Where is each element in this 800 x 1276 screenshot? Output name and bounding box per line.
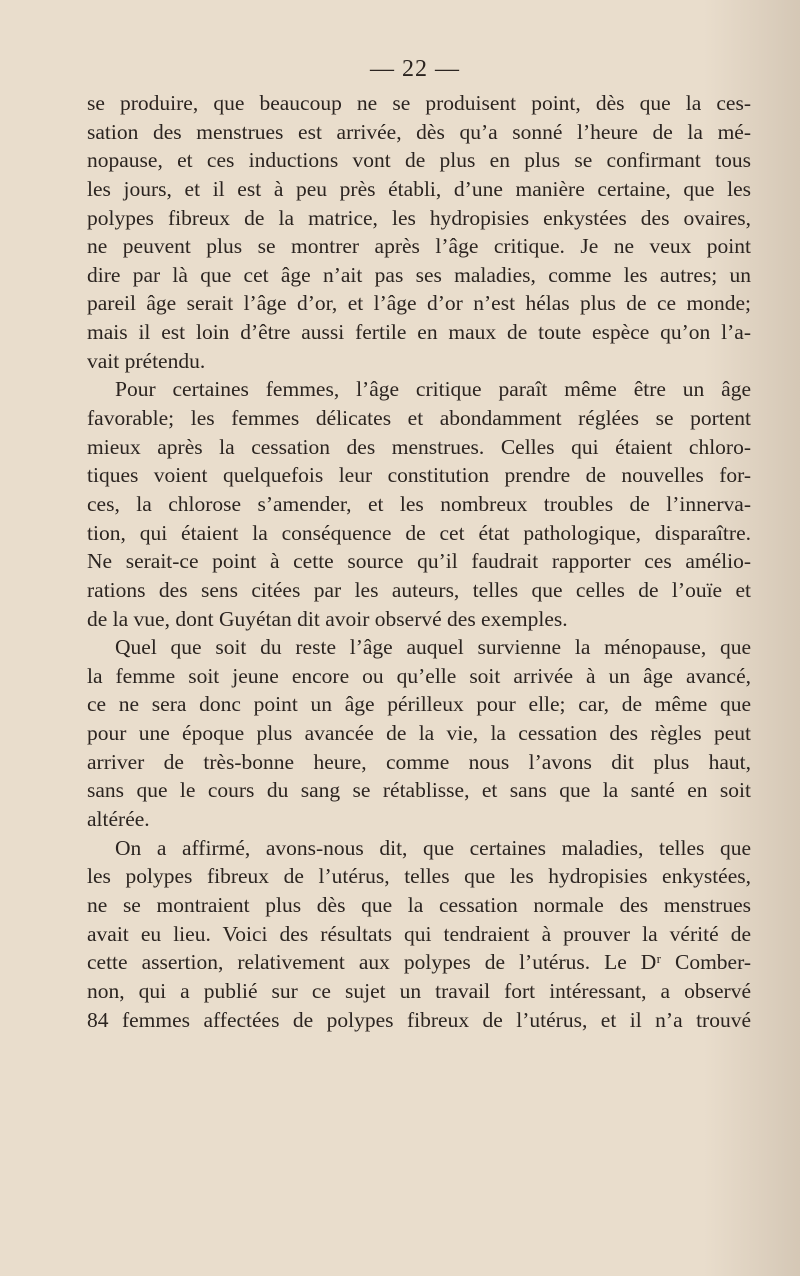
text-line: ces, la chlorose s’amender, et les nombreux troubles de l’innerva-: [87, 491, 751, 516]
paragraph: [87, 375, 751, 633]
text-line: les jours, et il est à peu près établi, d’une manière certaine, que les: [87, 176, 751, 201]
text-line: arriver de très-bonne heure, comme nous l’avons dit plus haut,: [87, 749, 751, 774]
text-line: Ne serait-ce point à cette source qu’il faudrait rapporter ces amélio-: [87, 549, 751, 574]
text-line: nopause, et ces inductions vont de plus en plus se confirmant tous: [87, 148, 751, 173]
text-line: pareil âge serait l’âge d’or, et l’âge d’or n’est hélas plus de ce monde;: [87, 291, 751, 316]
text-line: sans que le cours du sang se rétablisse, et sans que la santé en soit: [87, 778, 751, 803]
body-text: [87, 89, 751, 1034]
text-line: On a affirmé, avons-nous dit, que certaines maladies, telles que: [115, 835, 751, 860]
text-line: pour une époque plus avancée de la vie, la cessation des règles peut: [87, 721, 751, 746]
text-line: se produire, que beaucoup ne se produisent point, dès que la ces-: [87, 91, 751, 115]
text-line: ne se montraient plus dès que la cessation normale des menstrues: [87, 892, 751, 917]
text-line: de la vue, dont Guyétan dit avoir observé des exemples.: [87, 606, 568, 631]
text-line: la femme soit jeune encore ou qu’elle soit arrivée à un âge avancé,: [87, 663, 751, 688]
text-line: rations des sens citées par les auteurs, telles que celles de l’ouïe et: [87, 577, 751, 602]
text-line: cette assertion, relativement aux polypes de l’utérus. Le Dʳ Comber-: [87, 950, 751, 975]
text-line: avait eu lieu. Voici des résultats qui tendraient à prouver la vérité de: [87, 921, 751, 946]
text-line: tiques voient quelquefois leur constitution prendre de nouvelles for-: [87, 463, 751, 488]
text-line: mais il est loin d’être aussi fertile en maux de toute espèce qu’on l’a-: [87, 320, 751, 345]
text-line: les polypes fibreux de l’utérus, telles que les hydropisies enkystées,: [87, 864, 751, 889]
text-line: polypes fibreux de la matrice, les hydropisies enkystées des ovaires,: [87, 205, 751, 230]
text-line: ce ne sera donc point un âge périlleux pour elle; car, de même que: [87, 692, 751, 717]
paragraph: [87, 633, 751, 833]
text-line: 84 femmes affectées de polypes fibreux de l’utérus, et il n’a trouvé: [87, 1007, 751, 1032]
text-line: dire par là que cet âge n’ait pas ses maladies, comme les autres; un: [87, 262, 751, 287]
text-line: vait prétendu.: [87, 348, 206, 373]
paragraph: [87, 834, 751, 1034]
text-line: altérée.: [87, 807, 150, 832]
text-line: ne peuvent plus se montrer après l’âge critique. Je ne veux point: [87, 234, 751, 259]
text-line: Pour certaines femmes, l’âge critique paraît même être un âge: [115, 377, 751, 402]
text-line: sation des menstrues est arrivée, dès qu’a sonné l’heure de la mé-: [87, 119, 751, 144]
text-line: mieux après la cessation des menstrues. Celles qui étaient chloro-: [87, 434, 751, 459]
page-number: — 22 —: [370, 56, 460, 82]
paragraph: [87, 89, 751, 375]
text-line: Quel que soit du reste l’âge auquel survienne la ménopause, que: [115, 635, 751, 660]
text-line: tion, qui étaient la conséquence de cet état pathologique, disparaître.: [87, 520, 751, 545]
text-line: favorable; les femmes délicates et abondamment réglées se portent: [87, 406, 751, 431]
text-line: non, qui a publié sur ce sujet un travail fort intéressant, a observé: [87, 978, 751, 1003]
